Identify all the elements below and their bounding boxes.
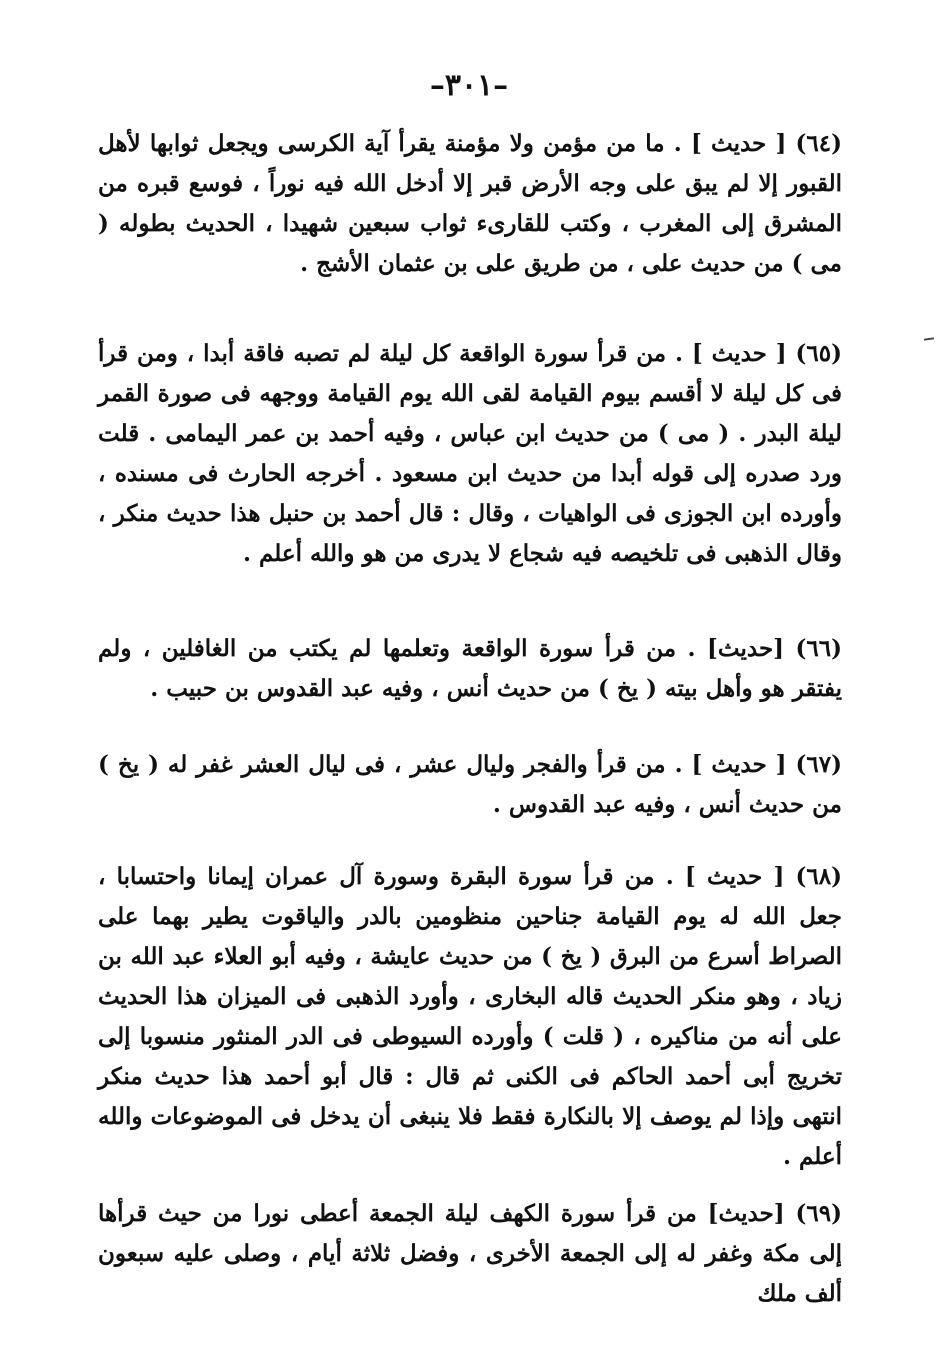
page-number: –٣٠١– xyxy=(429,68,509,103)
hadith-paragraph-66 xyxy=(98,629,842,709)
margin-mark xyxy=(924,337,934,340)
hadith-paragraph-65 xyxy=(98,334,842,574)
paragraph-text: (٦٤) [ حديث ] . ما من مؤمن ولا مؤمنة يقرأ آية الكرسى ويجعل ثوابها لأهل القبور إلا لم يبق على وجه الأرض قبر إلا أدخل الله فيه نوراً ، فوسع قبره من المشرق إلى المغرب ، وكتب للقارىء ثواب سبعين شهيدا ، الحديث بطوله ( مى ) من حديث على ، من طريق على بن عثمان الأشج . xyxy=(98,130,842,277)
hadith-paragraph-68 xyxy=(98,857,842,1177)
paragraph-text: (٦٩) [حديث] من قرأ سورة الكهف ليلة الجمعة أعطى نورا من حيث قرأها إلى مكة وغفر له إلى الجمعة الأخرى ، وفضل ثلاثة أيام ، وصلى عليه سبعون ألف ملك xyxy=(98,1200,842,1307)
hadith-paragraph-69 xyxy=(98,1194,842,1314)
paragraph-text: (٦٧) [ حديث ] . من قرأ والفجر وليال عشر ، فى ليال العشر غفر له ( يخ ) من حديث أنس ، وفيه عبد القدوس . xyxy=(98,751,842,818)
paragraph-text: (٦٦) [حديث] . من قرأ سورة الواقعة وتعلمها لم يكتب من الغافلين ، ولم يفتقر هو وأهل بيته ( يخ ) من حديث أنس ، وفيه عبد القدوس بن حبيب . xyxy=(98,635,842,702)
hadith-paragraph-67 xyxy=(98,745,842,825)
hadith-paragraph-64 xyxy=(98,124,842,284)
paragraph-text: (٦٥) [ حديث ] . من قرأ سورة الواقعة كل ليلة لم تصبه فاقة أبدا ، ومن قرأ فى كل ليلة لا أقسم بيوم القيامة لقى الله يوم القيامة ووجهه فى صورة القمر ليلة البدر . ( مى ) من حديث ابن عباس ، وفيه أحمد بن عمر اليمامى . قلت ورد صدره إلى قوله أبدا من حديث ابن مسعود . أخرجه الحارث فى مسنده ، وأورده ابن الجوزى فى الواهيات ، وقال : قال أحمد بن حنبل هذا حديث منكر ، وقال الذهبى فى تلخيصه فيه شجاع لا يدرى من هو والله أعلم . xyxy=(98,340,842,567)
paragraph-text: (٦٨) [ حديث ] . من قرأ سورة البقرة وسورة آل عمران إيمانا واحتسابا ، جعل الله له يوم القيامة جناحين منظومين بالدر والياقوت يطير بهما على الصراط أسرع من البرق ( يخ ) من حديث عايشة ، وفيه أبو العلاء عبد الله بن زياد ، وهو منكر الحديث قاله البخارى ، وأورد الذهبى فى الميزان هذا الحديث على أنه من مناكيره ، ( قلت ) وأورده السيوطى فى الدر المنثور منسوبا إلى تخريج أبى أحمد الحاكم فى الكنى ثم قال : قال أبو أحمد هذا حديث منكر انتهى وإذا لم يوصف إلا بالنكارة فقط فلا ينبغى أن يدخل فى الموضوعات والله أعلم . xyxy=(98,863,842,1170)
